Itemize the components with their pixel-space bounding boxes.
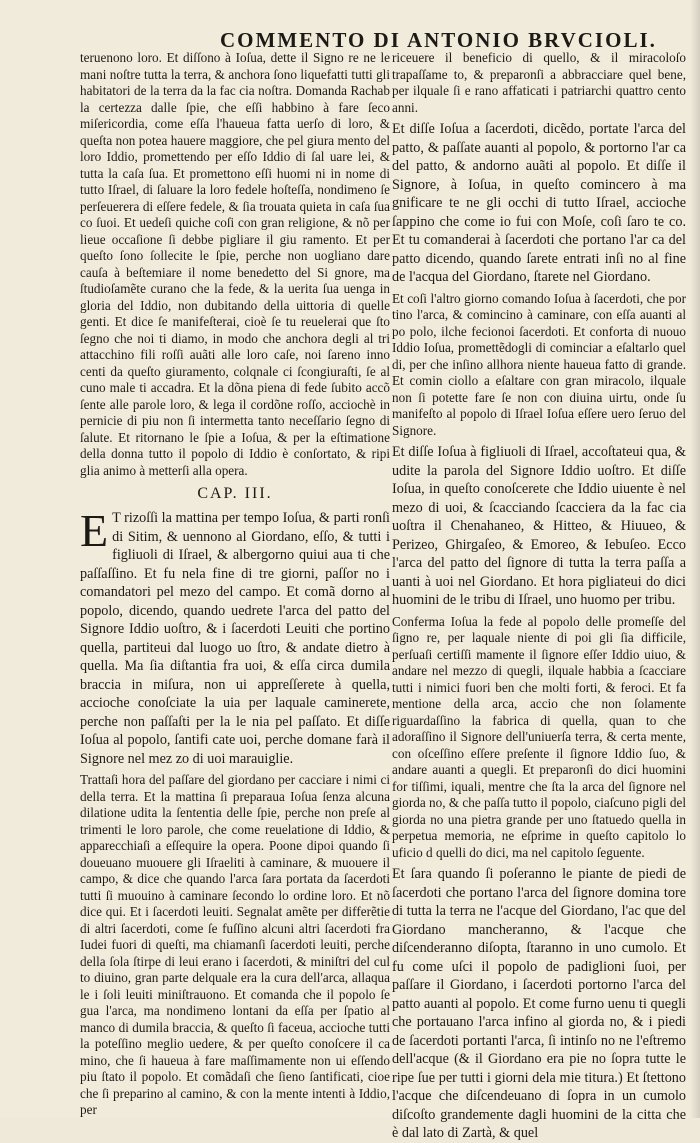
commentary-paragraph: Et coſi l'altro giorno comando Ioſua à ſacerdoti, che por tino l'arca, & comincino à caminare, con eſſa auanti al po polo, ilche fecionoi ſacerdoti. Et conforta di nuouo Iddio Ioſua, promettẽdogli di cominciar a eſaltarlo quel di, per che inſino allhora niente haueua fatto di grande. Et comin ciollo a eſaltare con gran miracolo, ilquale non ſi potette fare ſe non con diuina uirtu, onde ſu manifeſto al popolo di Iſrael Ioſua eſſere uero ſeruo del Signore. [392, 290, 686, 438]
commentary-paragraph: teruenono loro. Et diſſono à Ioſua, dette il Signo re ne le mani noſtre tutta la terra, & anchora ſono liquefatti tutti gli habitatori de la terra da la fac cia noſtra. Domanda Rachab la certezza dalle ſpie, che eſſi habbino à fare ſeco miſericordia, come eſſa l'haueua fatta uerſo di loro, & queſta non potea hauere maggiore, che pel giura mento del loro Iddio, promettendo per eſſo Iddio di ſal uare lei, & tutta la caſa ſua. Et promettono eſſi huomi ni in nome di tutto Iſrael, di ſaluare la loro fedele hoſteſſa, nondimeno ſe perſeuerera di eſſere fedele, & ſia trouata quieta in caſa ſua co ſuoi. Et uedeſi quiche coſi con gran religione, & nõ per lieue occaſione ſi debbe pigliare il giu ramento. Et per queſto ſono ſollecite le ſpie, perche non uogliano dare cauſa à beſtemiare il nome benedetto del Si gnore, ma ſtudioſamẽte curano che la fede, & la uerita ſua uenga in gloria del Iddio, non dubitando della uittoria di quelle genti. Et dice ſe manifeſterai, cioè ſe tu reuelerai que ſto ſegno che noi ti diamo, in modo che anchora degli al tri attacchino fili roſſi auãti alle loro caſe, noi ſareno inno centi da queſto giuramento, colqnale ci ſcongiuraſti, ſe al cuno male ti accadra. Et la dõna piena di fede ſubito accõ ſente alle parole loro, & lega il cordõne roſſo, acciochè in pernicie di piu non ſi intermetta tanto neceſſario ſegno di ſalute. Et ritornano le ſpie a Ioſua, & per la eſtimatione della donna tutto il popolo di Iddio è conſortato, & ripi glia animo à metterſi alla opera. [80, 50, 390, 478]
scripture-paragraph: Et diſſe Ioſua à figliuoli di Iſrael, accoſtateui qua, & udite la parola del Signore Iddio uoſtro. Et diſſe Ioſua, in queſto conoſcerete che Iddio uiuente è nel mezo di uoi, & ſcacciando ſcacciera da la fac cia uoſtra il Chenahaneo, & Hitteo, & Hiuueo, & Perizeo, Ghirgaſeo, & Emoreo, & Iebuſeo. Ecco l'arca del patto del ſignore di tutta la terra paſſa a uanti à uoi nel Giordano. Et hora pigliateui do dici huomini de le tribu di Iſrael, uno huomo per tribu. [392, 444, 686, 608]
scripture-paragraph: Et ſara quando ſi poſeranno le piante de piedi de ſacerdoti che portano l'arca del ſignore domina tore di tutta la terra ne l'acque del Giordano, l'ac que del Giordano mancheranno, & l'acque che diſcenderanno diſopta, ſtaranno in uno cumolo. Et fu come uſci il popolo de padiglioni ſuoi, per paſſare il Giordano, i ſacerdoti portorno l'arca del patto auanti al popolo. Et come furno uenu ti quegli che portauano l'arca infino al giorda no, & i piedi de ſacerdoti portanti l'arca, ſi intinſo no ne l'eſtremo dell'acque (& il Giordano era pie no ſopra tutte le ripe ſue per tutti i giorni dela mie titura.) Et ſtettono l'acque che diſcendeuano di ſopra in un cumolo diſcoſto grandemente dagli huomini de la citta che è dal lato di Zartà, & quel [392, 866, 686, 1141]
page-edge-shadow [690, 0, 700, 1118]
commentary-paragraph: Trattaſi hora del paſſare del giordano per cacciare i nimi ci della terra. Et la mattina ſi preparaua Ioſua ſenza alcuna dilatione udita la ſententia delle ſpie, perche non preſe al trimenti le loro parole, che come reuelatione di Iddio, & apparecchiaſi a eſſequire la opera. Poone dipoi quando ſi doueuano muouere gli Iſraeliti à caminare, & muouere il campo, & dice che quando l'arca ſara portata da ſacerdoti tutti ſi muouino à caminare ſecondo lo ordine loro. Et nõ dice qui. Et i ſacerdoti leuiti. Segnalat amẽte per differẽtie di altri ſacerdoti, come ſe fuſſino alcuni altri ſacerdoti fra Iudei fuori di queſti, ma chiamanſi ſacerdoti leuiti, perche della ſola ſtirpe di leui erano i ſacerdoti, & miniſtri del cul to diuino, gran parte delquale era la cura dell'arca, allaqua le i ſoli leuiti miniſtrauono. Et comanda che il popolo ſe gua l'arca, ma nondimeno lontani da eſſa per ſpatio al manco di dumila braccia, & queſto ſi faceua, accioche tutti la poteſſino meglio uedere, & per queſto conoſcere il ca mino, che ſi haueua à fare maſſimamente non ui eſſendo piu ſtato il popolo. Et comãdaſi che ſieno ſantificati, cioe che ſi preparino al camino, & con la mente intenti à Iddio, per [80, 772, 390, 1117]
left-column [80, 50, 390, 1117]
right-column [392, 50, 686, 1141]
drop-cap: E [80, 505, 109, 556]
scripture-paragraph [80, 505, 390, 768]
commentary-paragraph: riceuere il beneficio di quello, & il miracoloſo trapaſſame to, & preparonſi a abbracciare quel bene, per ilquale ſi e rano affaticati i patriarchi quattro cento anni. [392, 50, 686, 115]
running-head: COMMENTO DI ANTONIO BRVCIOLI. [220, 28, 657, 52]
chapter-heading: CAP. III. [197, 485, 273, 502]
scripture-text: T rizoſſi la mattina per tempo Ioſua, & parti ronſi di Sitim, & uennono al Giordano, eſſo, & tutti i figliuoli di Iſrael, & albergorno quiui aua ti che paſſaſſino. Et fu nela fine di tre giorni, paſſor no i comandatori pel mezo del campo. Et comã dorno al popolo, dicendo, quando uedrete l'arca del patto del Signore Iddio uoſtro, & i ſacerdoti Leuiti che portino quella, partiteui dal luogo uo ſtro, & andate dietro à quella. Ma ſia diſtantia fra uoi, & eſſa circa dumila braccia in miſura, non ui appreſſerete à quella, accioche conoſciate la uia per laquale caminerete, perche non paſſaſti per la le nia pel paſſato. Et diſſe Ioſua al popolo, ſantifi cate uoi, perche domane farà il Signore nel mez zo di uoi marauiglie. [80, 510, 390, 767]
commentary-paragraph: Conferma Ioſua la fede al popolo delle promeſſe del ſigno re, per laquale niente di poi gli ſia difficile, perſuaſi certiſſi mamente il ſignore eſſer Iddio uiuo, & andare nel mezzo di quegli, ilquale habbia a ſcacciare tutti i nimici fuori ben che molti forti, & feroci. Et fa mentione della arca, accio che non ſolamente riguardaſſino la fabrica di quella, quan to che adoraſſino il Signore dell'uniuerſa terra, & certa mente, con oſceſſino eſſere preſente il ſignore Iddio ſuo, & andare auanti a quegli. Et preparonſi do dici huomini for tiſſimi, iquali, mentre che ſta la arca del ſignore nel giorda no, & che paſſa tutto il popolo, ciaſcuno pigli del giorda no una pietra grande per uno ſtatuedo quella in perpetua memoria, ne eſprime in queſto capitolo lo uficio d quelli do dici, ma nel capitolo ſeguente. [392, 613, 686, 860]
scripture-paragraph: Et diſſe Ioſua a ſacerdoti, dicẽdo, portate l'arca del patto, & paſſate auanti al popolo, & portorno l'ar ca del patto, & andorno auãti al popolo. Et diſſe il Signore, à Ioſua, in queſto comincero à ma gnificare te ne gli occhi di tutto Iſrael, accioche ſappino che come io fui con Moſe, coſi ſaro te co. Et tu comanderai à ſacerdoti che portano l'ar ca del patto dicendo, quando ſarete entrati inſi no al fine de l'acqua del Giordano, ſtarete nel Giordano. [392, 121, 686, 285]
